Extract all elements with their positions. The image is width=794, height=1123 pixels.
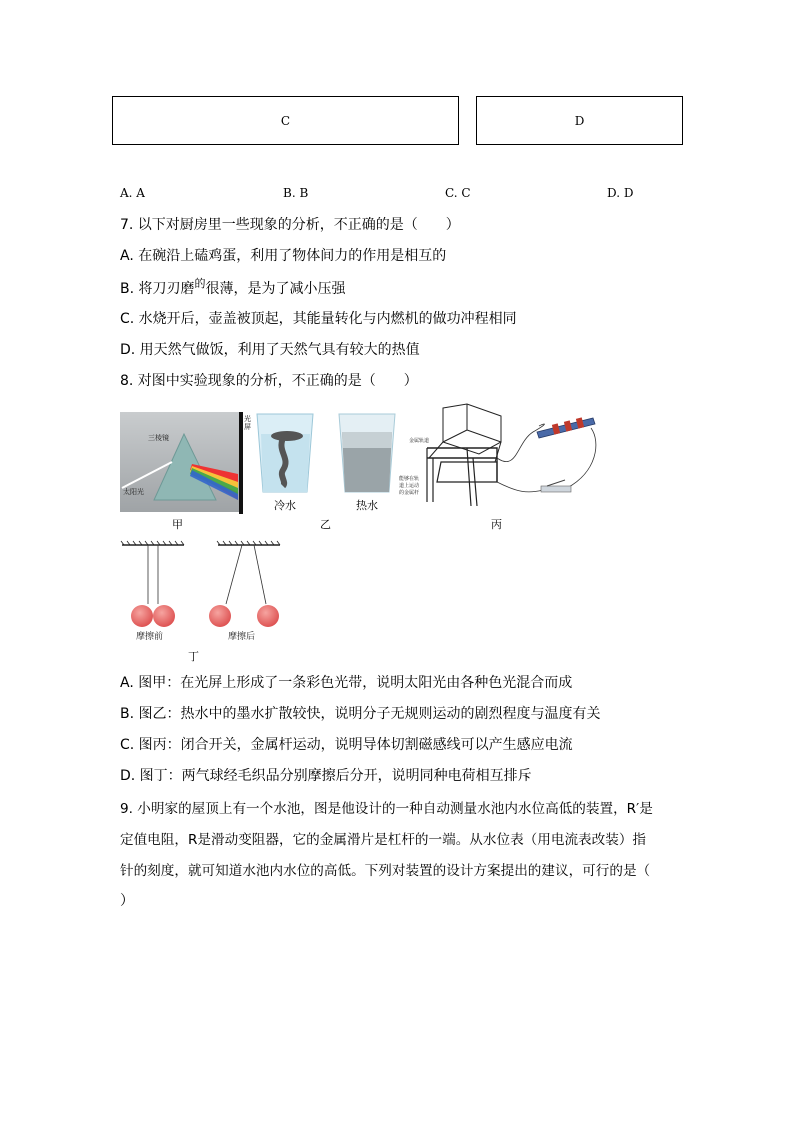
figure-jia-prism-label: 三棱镜 xyxy=(148,434,169,442)
q8-stem: 8. 对图中实验现象的分析，不正确的是（ ） xyxy=(120,373,418,389)
figure-yi-caption: 乙 xyxy=(320,518,331,531)
figure-yi-hot-label: 热水 xyxy=(356,499,378,512)
q6-option-b: B. B xyxy=(283,186,309,200)
q9-line-3: 针的刻度，就可知道水池内水位的高低。下列对装置的设计方案提出的建议，可行的是（ xyxy=(120,863,651,879)
q7-option-a: A. 在碗沿上磕鸡蛋，利用了物体间力的作用是相互的 xyxy=(120,248,447,264)
figure-jia-screen-label: 光屏 xyxy=(244,415,251,431)
q9-line-4: ） xyxy=(120,893,134,909)
q6-option-d: D. D xyxy=(607,186,634,200)
q6-option-c: C. C xyxy=(445,186,471,200)
figure-bing-rod-note-2: 道上运动 xyxy=(399,483,420,489)
q7-option-b xyxy=(120,278,346,298)
figure-bing-apparatus xyxy=(397,402,603,514)
q8-option-c: C. 图丙：闭合开关，金属杆运动，说明导体切割磁感线可以产生感应电流 xyxy=(120,737,573,753)
figure-ding-balloons xyxy=(118,540,288,640)
table-cell-c xyxy=(112,96,459,145)
figure-yi-cold-label: 冷水 xyxy=(274,499,296,512)
q7-option-b-post: 很薄，是为了减小压强 xyxy=(205,281,346,297)
table-cell-c-label: C xyxy=(280,113,291,128)
q9-line-1: 9. 小明家的屋顶上有一个水池，图是他设计的一种自动测量水池内水位高低的装置，R′是 xyxy=(120,801,653,817)
table-cell-d xyxy=(476,96,683,145)
figure-bing-rod-note-3: 的金属杆 xyxy=(399,490,420,496)
figure-bing-rod-note-1: 能够在轨 xyxy=(399,476,420,482)
q6-option-a: A. A xyxy=(120,186,145,200)
q8-option-d: D. 图丁：两气球经毛织品分别摩擦后分开，说明同种电荷相互排斥 xyxy=(120,768,532,784)
figure-bing-rail-label: 金属轨道 xyxy=(409,438,430,444)
q7-stem: 7. 以下对厨房里一些现象的分析，不正确的是（ ） xyxy=(120,217,460,233)
table-cell-d-label: D xyxy=(574,113,585,128)
figure-bing-caption: 丙 xyxy=(491,518,502,531)
figure-ding-after-label: 摩擦后 xyxy=(228,632,256,640)
figure-ding-before-label: 摩擦前 xyxy=(136,632,164,640)
figure-yi-beakers xyxy=(253,412,413,496)
q7-option-d: D. 用天然气做饭，利用了天然气具有较大的热值 xyxy=(120,342,420,358)
q7-option-b-pre: B. 将刀刃磨 xyxy=(120,281,195,297)
q7-option-c: C. 水烧开后，壶盖被顶起，其能量转化与内燃机的做功冲程相同 xyxy=(120,311,517,327)
figure-jia-prism xyxy=(120,412,246,514)
q8-option-a: A. 图甲：在光屏上形成了一条彩色光带，说明太阳光由各种色光混合而成 xyxy=(120,675,573,691)
figure-jia-sunlight-label: 太阳光 xyxy=(123,488,144,496)
figure-jia-caption: 甲 xyxy=(172,518,183,531)
figure-ding-caption: 丁 xyxy=(188,650,199,663)
q7-option-b-sup: 的 xyxy=(194,277,206,290)
q9-line-2: 定值电阻，R是滑动变阻器，它的金属滑片是杠杆的一端。从水位表（用电流表改装）指 xyxy=(120,832,647,848)
q8-option-b: B. 图乙：热水中的墨水扩散较快，说明分子无规则运动的剧烈程度与温度有关 xyxy=(120,706,601,722)
